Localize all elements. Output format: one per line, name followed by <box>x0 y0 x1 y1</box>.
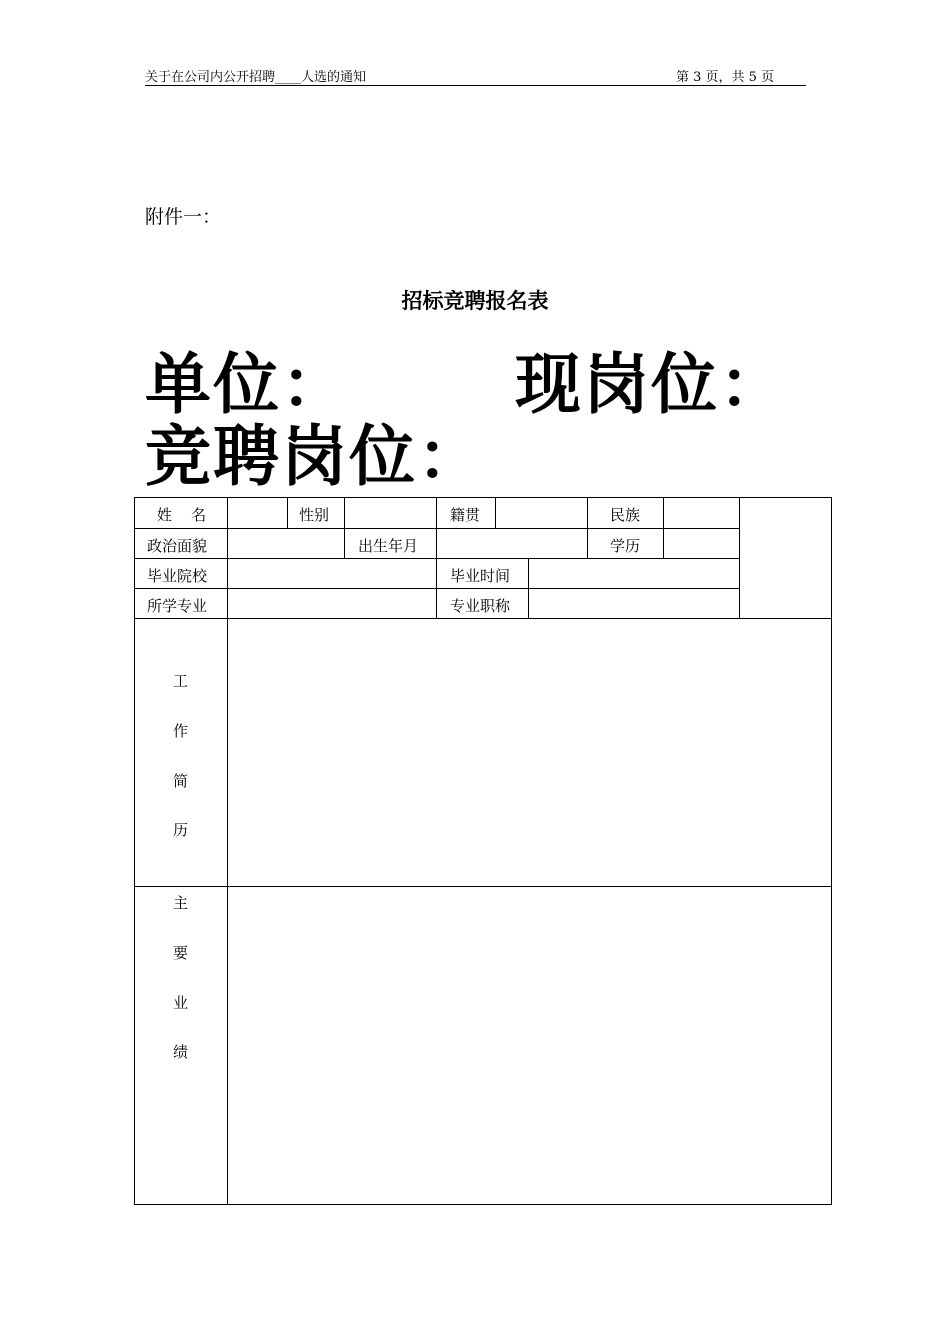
col-line <box>587 497 588 558</box>
resume-label-char: 历 <box>173 821 189 839</box>
row-line <box>134 588 740 589</box>
resume-label-char: 工 <box>173 672 189 690</box>
gender-label: 性别 <box>299 506 330 524</box>
name-label: 姓 名 <box>157 506 207 524</box>
col-line <box>287 497 288 528</box>
achievements-label-char: 业 <box>173 994 189 1012</box>
attachment-label: 附件一： <box>145 206 222 228</box>
current-post-label: 现岗位： <box>515 346 787 423</box>
major-label: 所学专业 <box>147 597 208 615</box>
birth-label: 出生年月 <box>358 537 419 555</box>
col-line <box>436 497 437 618</box>
achievements-label-char: 要 <box>173 944 189 962</box>
resume-label-char: 作 <box>173 722 189 740</box>
header-page-number: 第 3 页，共 5 页 <box>676 70 775 85</box>
ethnicity-label: 民族 <box>610 506 641 524</box>
col-line <box>344 497 345 558</box>
table-border-top <box>134 497 832 498</box>
table-border-right <box>831 497 832 1205</box>
row-line <box>134 558 740 559</box>
row-line <box>134 618 832 619</box>
education-label: 学历 <box>610 537 641 555</box>
native-place-label: 籍贯 <box>450 506 481 524</box>
achievements-label-char: 主 <box>173 894 189 912</box>
grad-time-label: 毕业时间 <box>450 567 511 585</box>
col-line <box>663 497 664 558</box>
resume-label-char: 简 <box>173 772 189 790</box>
col-line <box>227 497 228 1205</box>
unit-label: 单位： <box>145 346 349 423</box>
table-border-bottom <box>134 1204 832 1205</box>
school-label: 毕业院校 <box>147 567 208 585</box>
row-line <box>134 528 740 529</box>
col-line <box>528 558 529 618</box>
title-label: 专业职称 <box>450 597 511 615</box>
achievements-label-char: 绩 <box>173 1043 189 1061</box>
header-rule <box>145 85 806 86</box>
header-document-title: 关于在公司内公开招聘____人选的通知 <box>145 70 367 85</box>
political-status-label: 政治面貌 <box>147 537 208 555</box>
competing-post-label: 竞聘岗位： <box>145 418 485 495</box>
row-line <box>134 886 832 887</box>
col-line <box>739 497 740 618</box>
col-line <box>495 497 496 528</box>
table-border-left <box>134 497 135 1205</box>
form-title: 招标竞聘报名表 <box>401 288 549 313</box>
